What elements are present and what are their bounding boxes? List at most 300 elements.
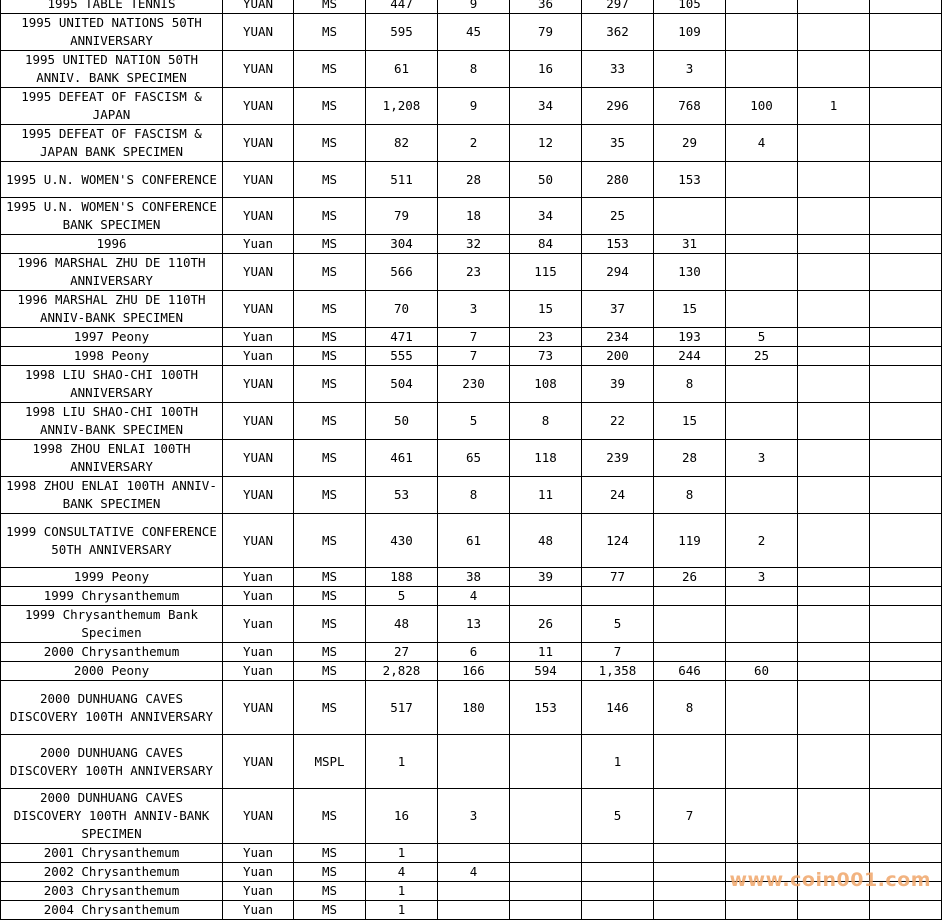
currency-cell: YUAN	[223, 366, 294, 403]
total-cell: 1	[366, 882, 438, 901]
col-5-cell: 8	[510, 403, 582, 440]
col-5-cell	[510, 587, 582, 606]
col-10-cell	[870, 735, 942, 789]
col-10-cell	[870, 51, 942, 88]
col-6-cell: 234	[582, 328, 654, 347]
col-7-cell	[654, 901, 726, 920]
col-7-cell: 193	[654, 328, 726, 347]
col-5-cell: 153	[510, 681, 582, 735]
col-7-cell: 26	[654, 568, 726, 587]
col-9-cell	[798, 0, 870, 14]
col-4-cell	[438, 735, 510, 789]
col-9-cell	[798, 328, 870, 347]
col-5-cell: 23	[510, 328, 582, 347]
col-10-cell	[870, 88, 942, 125]
grade-cell: MS	[294, 51, 366, 88]
col-4-cell: 5	[438, 403, 510, 440]
currency-cell: YUAN	[223, 88, 294, 125]
table-row	[1, 643, 942, 662]
grade-cell: MS	[294, 198, 366, 235]
table-row	[1, 254, 942, 291]
col-10-cell	[870, 198, 942, 235]
col-4-cell: 9	[438, 88, 510, 125]
grade-cell: MS	[294, 328, 366, 347]
coin-name-cell: 1996	[1, 235, 223, 254]
total-cell: 48	[366, 606, 438, 643]
col-4-cell: 38	[438, 568, 510, 587]
table-row	[1, 88, 942, 125]
grade-cell: MS	[294, 366, 366, 403]
table-row	[1, 0, 942, 14]
col-6-cell: 22	[582, 403, 654, 440]
grade-cell: MS	[294, 125, 366, 162]
grade-cell: MS	[294, 882, 366, 901]
coin-name-cell: 1998 LIU SHAO-CHI 100TH ANNIVERSARY	[1, 366, 223, 403]
total-cell: 1	[366, 901, 438, 920]
total-cell: 53	[366, 477, 438, 514]
col-9-cell	[798, 254, 870, 291]
col-8-cell: 2	[726, 514, 798, 568]
col-8-cell	[726, 162, 798, 198]
col-8-cell	[726, 643, 798, 662]
currency-cell: YUAN	[223, 477, 294, 514]
col-9-cell	[798, 366, 870, 403]
col-8-cell	[726, 789, 798, 844]
col-6-cell: 296	[582, 88, 654, 125]
col-8-cell	[726, 366, 798, 403]
col-6-cell: 25	[582, 198, 654, 235]
coin-name-cell: 1998 LIU SHAO-CHI 100TH ANNIV-BANK SPECIMEN	[1, 403, 223, 440]
col-6-cell: 37	[582, 291, 654, 328]
total-cell: 447	[366, 0, 438, 14]
coin-name-cell: 2001 Chrysanthemum	[1, 844, 223, 863]
col-4-cell: 3	[438, 291, 510, 328]
col-8-cell	[726, 681, 798, 735]
col-7-cell: 8	[654, 477, 726, 514]
currency-cell: Yuan	[223, 587, 294, 606]
col-7-cell: 7	[654, 789, 726, 844]
coin-name-cell: 1998 ZHOU ENLAI 100TH ANNIVERSARY	[1, 440, 223, 477]
col-6-cell: 1	[582, 735, 654, 789]
col-5-cell: 34	[510, 88, 582, 125]
col-7-cell: 646	[654, 662, 726, 681]
currency-cell: Yuan	[223, 606, 294, 643]
col-9-cell	[798, 587, 870, 606]
total-cell: 461	[366, 440, 438, 477]
col-9-cell	[798, 162, 870, 198]
col-6-cell: 35	[582, 125, 654, 162]
col-7-cell	[654, 587, 726, 606]
col-5-cell	[510, 901, 582, 920]
total-cell: 511	[366, 162, 438, 198]
col-5-cell: 73	[510, 347, 582, 366]
col-5-cell: 11	[510, 477, 582, 514]
table-row	[1, 162, 942, 198]
currency-cell: YUAN	[223, 198, 294, 235]
total-cell: 1,208	[366, 88, 438, 125]
col-8-cell	[726, 901, 798, 920]
col-5-cell: 115	[510, 254, 582, 291]
table-row	[1, 366, 942, 403]
col-6-cell: 124	[582, 514, 654, 568]
currency-cell: YUAN	[223, 125, 294, 162]
grade-cell: MS	[294, 291, 366, 328]
total-cell: 471	[366, 328, 438, 347]
grade-cell: MS	[294, 88, 366, 125]
currency-cell: Yuan	[223, 347, 294, 366]
grade-cell: MS	[294, 0, 366, 14]
col-5-cell	[510, 882, 582, 901]
coin-name-cell: 2002 Chrysanthemum	[1, 863, 223, 882]
col-6-cell: 362	[582, 14, 654, 51]
currency-cell: Yuan	[223, 844, 294, 863]
currency-cell: Yuan	[223, 235, 294, 254]
coin-name-cell: 1999 CONSULTATIVE CONFERENCE 50TH ANNIVERSARY	[1, 514, 223, 568]
total-cell: 430	[366, 514, 438, 568]
col-10-cell	[870, 844, 942, 863]
col-10-cell	[870, 789, 942, 844]
col-4-cell	[438, 882, 510, 901]
col-9-cell	[798, 735, 870, 789]
col-8-cell	[726, 0, 798, 14]
coin-name-cell: 2004 Chrysanthemum	[1, 901, 223, 920]
col-5-cell: 79	[510, 14, 582, 51]
total-cell: 79	[366, 198, 438, 235]
col-9-cell	[798, 606, 870, 643]
col-6-cell: 1,358	[582, 662, 654, 681]
col-10-cell	[870, 14, 942, 51]
grade-cell: MS	[294, 14, 366, 51]
col-6-cell: 5	[582, 789, 654, 844]
col-9-cell	[798, 477, 870, 514]
col-5-cell	[510, 844, 582, 863]
col-7-cell: 105	[654, 0, 726, 14]
col-8-cell	[726, 735, 798, 789]
col-7-cell: 8	[654, 681, 726, 735]
total-cell: 1	[366, 735, 438, 789]
col-5-cell: 11	[510, 643, 582, 662]
col-5-cell: 84	[510, 235, 582, 254]
col-5-cell: 26	[510, 606, 582, 643]
table-body	[1, 0, 942, 920]
col-7-cell	[654, 735, 726, 789]
col-7-cell: 15	[654, 291, 726, 328]
col-6-cell: 7	[582, 643, 654, 662]
table-row	[1, 844, 942, 863]
table-row	[1, 587, 942, 606]
table-row	[1, 14, 942, 51]
grade-cell: MS	[294, 681, 366, 735]
currency-cell: Yuan	[223, 901, 294, 920]
col-7-cell	[654, 643, 726, 662]
coin-name-cell: 1998 Peony	[1, 347, 223, 366]
total-cell: 517	[366, 681, 438, 735]
col-8-cell	[726, 14, 798, 51]
table-row	[1, 328, 942, 347]
col-4-cell: 7	[438, 328, 510, 347]
col-4-cell: 45	[438, 14, 510, 51]
col-10-cell	[870, 347, 942, 366]
col-4-cell: 65	[438, 440, 510, 477]
col-6-cell: 200	[582, 347, 654, 366]
col-4-cell: 61	[438, 514, 510, 568]
currency-cell: Yuan	[223, 643, 294, 662]
coin-name-cell: 2000 DUNHUANG CAVES DISCOVERY 100TH ANNIV-BANK SPECIMEN	[1, 789, 223, 844]
col-4-cell: 8	[438, 51, 510, 88]
col-6-cell: 33	[582, 51, 654, 88]
col-4-cell: 23	[438, 254, 510, 291]
col-8-cell	[726, 198, 798, 235]
currency-cell: YUAN	[223, 789, 294, 844]
grade-cell: MS	[294, 162, 366, 198]
table-row	[1, 198, 942, 235]
col-4-cell: 4	[438, 587, 510, 606]
coin-name-cell: 1996 MARSHAL ZHU DE 110TH ANNIVERSARY	[1, 254, 223, 291]
total-cell: 595	[366, 14, 438, 51]
col-8-cell	[726, 403, 798, 440]
table-row	[1, 901, 942, 920]
col-4-cell: 7	[438, 347, 510, 366]
col-4-cell: 13	[438, 606, 510, 643]
coin-name-cell: 2000 DUNHUANG CAVES DISCOVERY 100TH ANNIVERSARY	[1, 735, 223, 789]
col-4-cell: 32	[438, 235, 510, 254]
col-5-cell	[510, 863, 582, 882]
coin-name-cell: 1995 DEFEAT OF FASCISM & JAPAN	[1, 88, 223, 125]
col-10-cell	[870, 477, 942, 514]
col-5-cell: 50	[510, 162, 582, 198]
grade-cell: MS	[294, 606, 366, 643]
coin-name-cell: 1996 MARSHAL ZHU DE 110TH ANNIV-BANK SPECIMEN	[1, 291, 223, 328]
col-9-cell	[798, 51, 870, 88]
table-row	[1, 606, 942, 643]
coin-name-cell: 1998 ZHOU ENLAI 100TH ANNIV-BANK SPECIMEN	[1, 477, 223, 514]
coin-name-cell: 1995 U.N. WOMEN'S CONFERENCE BANK SPECIMEN	[1, 198, 223, 235]
currency-cell: Yuan	[223, 882, 294, 901]
table-row	[1, 568, 942, 587]
col-5-cell: 118	[510, 440, 582, 477]
currency-cell: YUAN	[223, 14, 294, 51]
table-row	[1, 291, 942, 328]
col-4-cell: 230	[438, 366, 510, 403]
col-5-cell	[510, 735, 582, 789]
currency-cell: YUAN	[223, 681, 294, 735]
col-7-cell: 31	[654, 235, 726, 254]
currency-cell: YUAN	[223, 514, 294, 568]
currency-cell: YUAN	[223, 440, 294, 477]
col-10-cell	[870, 403, 942, 440]
col-5-cell: 34	[510, 198, 582, 235]
col-8-cell	[726, 587, 798, 606]
col-6-cell	[582, 863, 654, 882]
col-8-cell	[726, 477, 798, 514]
currency-cell: Yuan	[223, 863, 294, 882]
col-8-cell: 100	[726, 88, 798, 125]
total-cell: 50	[366, 403, 438, 440]
col-6-cell: 294	[582, 254, 654, 291]
grade-cell: MS	[294, 403, 366, 440]
col-6-cell: 297	[582, 0, 654, 14]
col-6-cell: 39	[582, 366, 654, 403]
col-10-cell	[870, 162, 942, 198]
col-9-cell	[798, 662, 870, 681]
table-row	[1, 403, 942, 440]
col-7-cell	[654, 606, 726, 643]
coin-name-cell: 2003 Chrysanthemum	[1, 882, 223, 901]
col-10-cell	[870, 662, 942, 681]
col-6-cell	[582, 901, 654, 920]
col-8-cell	[726, 51, 798, 88]
grade-cell: MS	[294, 789, 366, 844]
col-8-cell: 3	[726, 568, 798, 587]
col-5-cell: 48	[510, 514, 582, 568]
currency-cell: Yuan	[223, 568, 294, 587]
grade-cell: MS	[294, 440, 366, 477]
coin-name-cell: 1995 DEFEAT OF FASCISM & JAPAN BANK SPECIMEN	[1, 125, 223, 162]
col-6-cell	[582, 882, 654, 901]
total-cell: 188	[366, 568, 438, 587]
col-4-cell: 2	[438, 125, 510, 162]
col-4-cell: 28	[438, 162, 510, 198]
col-9-cell	[798, 440, 870, 477]
grade-cell: MS	[294, 643, 366, 662]
col-10-cell	[870, 901, 942, 920]
col-9-cell	[798, 347, 870, 366]
col-4-cell: 6	[438, 643, 510, 662]
table-row	[1, 235, 942, 254]
currency-cell: YUAN	[223, 291, 294, 328]
col-10-cell	[870, 0, 942, 14]
table-row	[1, 347, 942, 366]
col-9-cell	[798, 643, 870, 662]
col-10-cell	[870, 125, 942, 162]
col-9-cell	[798, 514, 870, 568]
currency-cell: YUAN	[223, 403, 294, 440]
col-9-cell	[798, 235, 870, 254]
table-row	[1, 735, 942, 789]
col-10-cell	[870, 235, 942, 254]
col-6-cell: 146	[582, 681, 654, 735]
total-cell: 82	[366, 125, 438, 162]
col-8-cell	[726, 606, 798, 643]
col-9-cell	[798, 198, 870, 235]
col-6-cell: 24	[582, 477, 654, 514]
col-10-cell	[870, 514, 942, 568]
col-7-cell	[654, 844, 726, 863]
total-cell: 4	[366, 863, 438, 882]
total-cell: 2,828	[366, 662, 438, 681]
col-4-cell: 166	[438, 662, 510, 681]
col-10-cell	[870, 328, 942, 347]
col-9-cell	[798, 901, 870, 920]
col-9-cell	[798, 403, 870, 440]
col-7-cell	[654, 198, 726, 235]
grade-cell: MS	[294, 901, 366, 920]
col-6-cell: 239	[582, 440, 654, 477]
total-cell: 566	[366, 254, 438, 291]
total-cell: 61	[366, 51, 438, 88]
grade-cell: MS	[294, 844, 366, 863]
coin-name-cell: 2000 Chrysanthemum	[1, 643, 223, 662]
col-7-cell: 8	[654, 366, 726, 403]
currency-cell: YUAN	[223, 162, 294, 198]
total-cell: 304	[366, 235, 438, 254]
col-6-cell: 280	[582, 162, 654, 198]
coin-name-cell: 1995 UNITED NATIONS 50TH ANNIVERSARY	[1, 14, 223, 51]
grade-cell: MS	[294, 477, 366, 514]
col-10-cell	[870, 291, 942, 328]
coin-name-cell: 1999 Peony	[1, 568, 223, 587]
grade-cell: MS	[294, 347, 366, 366]
col-6-cell: 77	[582, 568, 654, 587]
grade-cell: MS	[294, 254, 366, 291]
table-row	[1, 440, 942, 477]
currency-cell: YUAN	[223, 254, 294, 291]
col-8-cell	[726, 235, 798, 254]
col-5-cell: 39	[510, 568, 582, 587]
col-8-cell: 4	[726, 125, 798, 162]
col-6-cell: 5	[582, 606, 654, 643]
total-cell: 1	[366, 844, 438, 863]
coin-name-cell: 2000 DUNHUANG CAVES DISCOVERY 100TH ANNIVERSARY	[1, 681, 223, 735]
col-7-cell: 130	[654, 254, 726, 291]
col-4-cell: 9	[438, 0, 510, 14]
coin-name-cell: 1995 UNITED NATION 50TH ANNIV. BANK SPECIMEN	[1, 51, 223, 88]
total-cell: 5	[366, 587, 438, 606]
col-7-cell	[654, 863, 726, 882]
col-4-cell: 3	[438, 789, 510, 844]
coin-name-cell: 2000 Peony	[1, 662, 223, 681]
col-5-cell	[510, 789, 582, 844]
col-9-cell	[798, 14, 870, 51]
col-5-cell: 12	[510, 125, 582, 162]
coin-name-cell: 1999 Chrysanthemum Bank Specimen	[1, 606, 223, 643]
grade-cell: MS	[294, 662, 366, 681]
table-row	[1, 51, 942, 88]
col-5-cell: 16	[510, 51, 582, 88]
col-8-cell	[726, 844, 798, 863]
grade-cell: MS	[294, 235, 366, 254]
table-row	[1, 125, 942, 162]
col-6-cell	[582, 587, 654, 606]
col-7-cell: 109	[654, 14, 726, 51]
col-9-cell	[798, 844, 870, 863]
col-9-cell	[798, 125, 870, 162]
col-10-cell	[870, 681, 942, 735]
total-cell: 27	[366, 643, 438, 662]
col-8-cell: 5	[726, 328, 798, 347]
col-10-cell	[870, 643, 942, 662]
col-6-cell: 153	[582, 235, 654, 254]
grade-cell: MS	[294, 568, 366, 587]
coin-name-cell: 1999 Chrysanthemum	[1, 587, 223, 606]
site-watermark: www.coin001.com	[729, 869, 931, 891]
grade-cell: MS	[294, 587, 366, 606]
col-7-cell: 153	[654, 162, 726, 198]
col-5-cell: 108	[510, 366, 582, 403]
col-4-cell	[438, 844, 510, 863]
col-4-cell	[438, 901, 510, 920]
currency-cell: YUAN	[223, 735, 294, 789]
col-7-cell: 244	[654, 347, 726, 366]
total-cell: 555	[366, 347, 438, 366]
col-9-cell	[798, 291, 870, 328]
col-10-cell	[870, 568, 942, 587]
col-7-cell: 28	[654, 440, 726, 477]
currency-cell: YUAN	[223, 0, 294, 14]
col-5-cell: 15	[510, 291, 582, 328]
grade-cell: MS	[294, 514, 366, 568]
col-10-cell	[870, 366, 942, 403]
